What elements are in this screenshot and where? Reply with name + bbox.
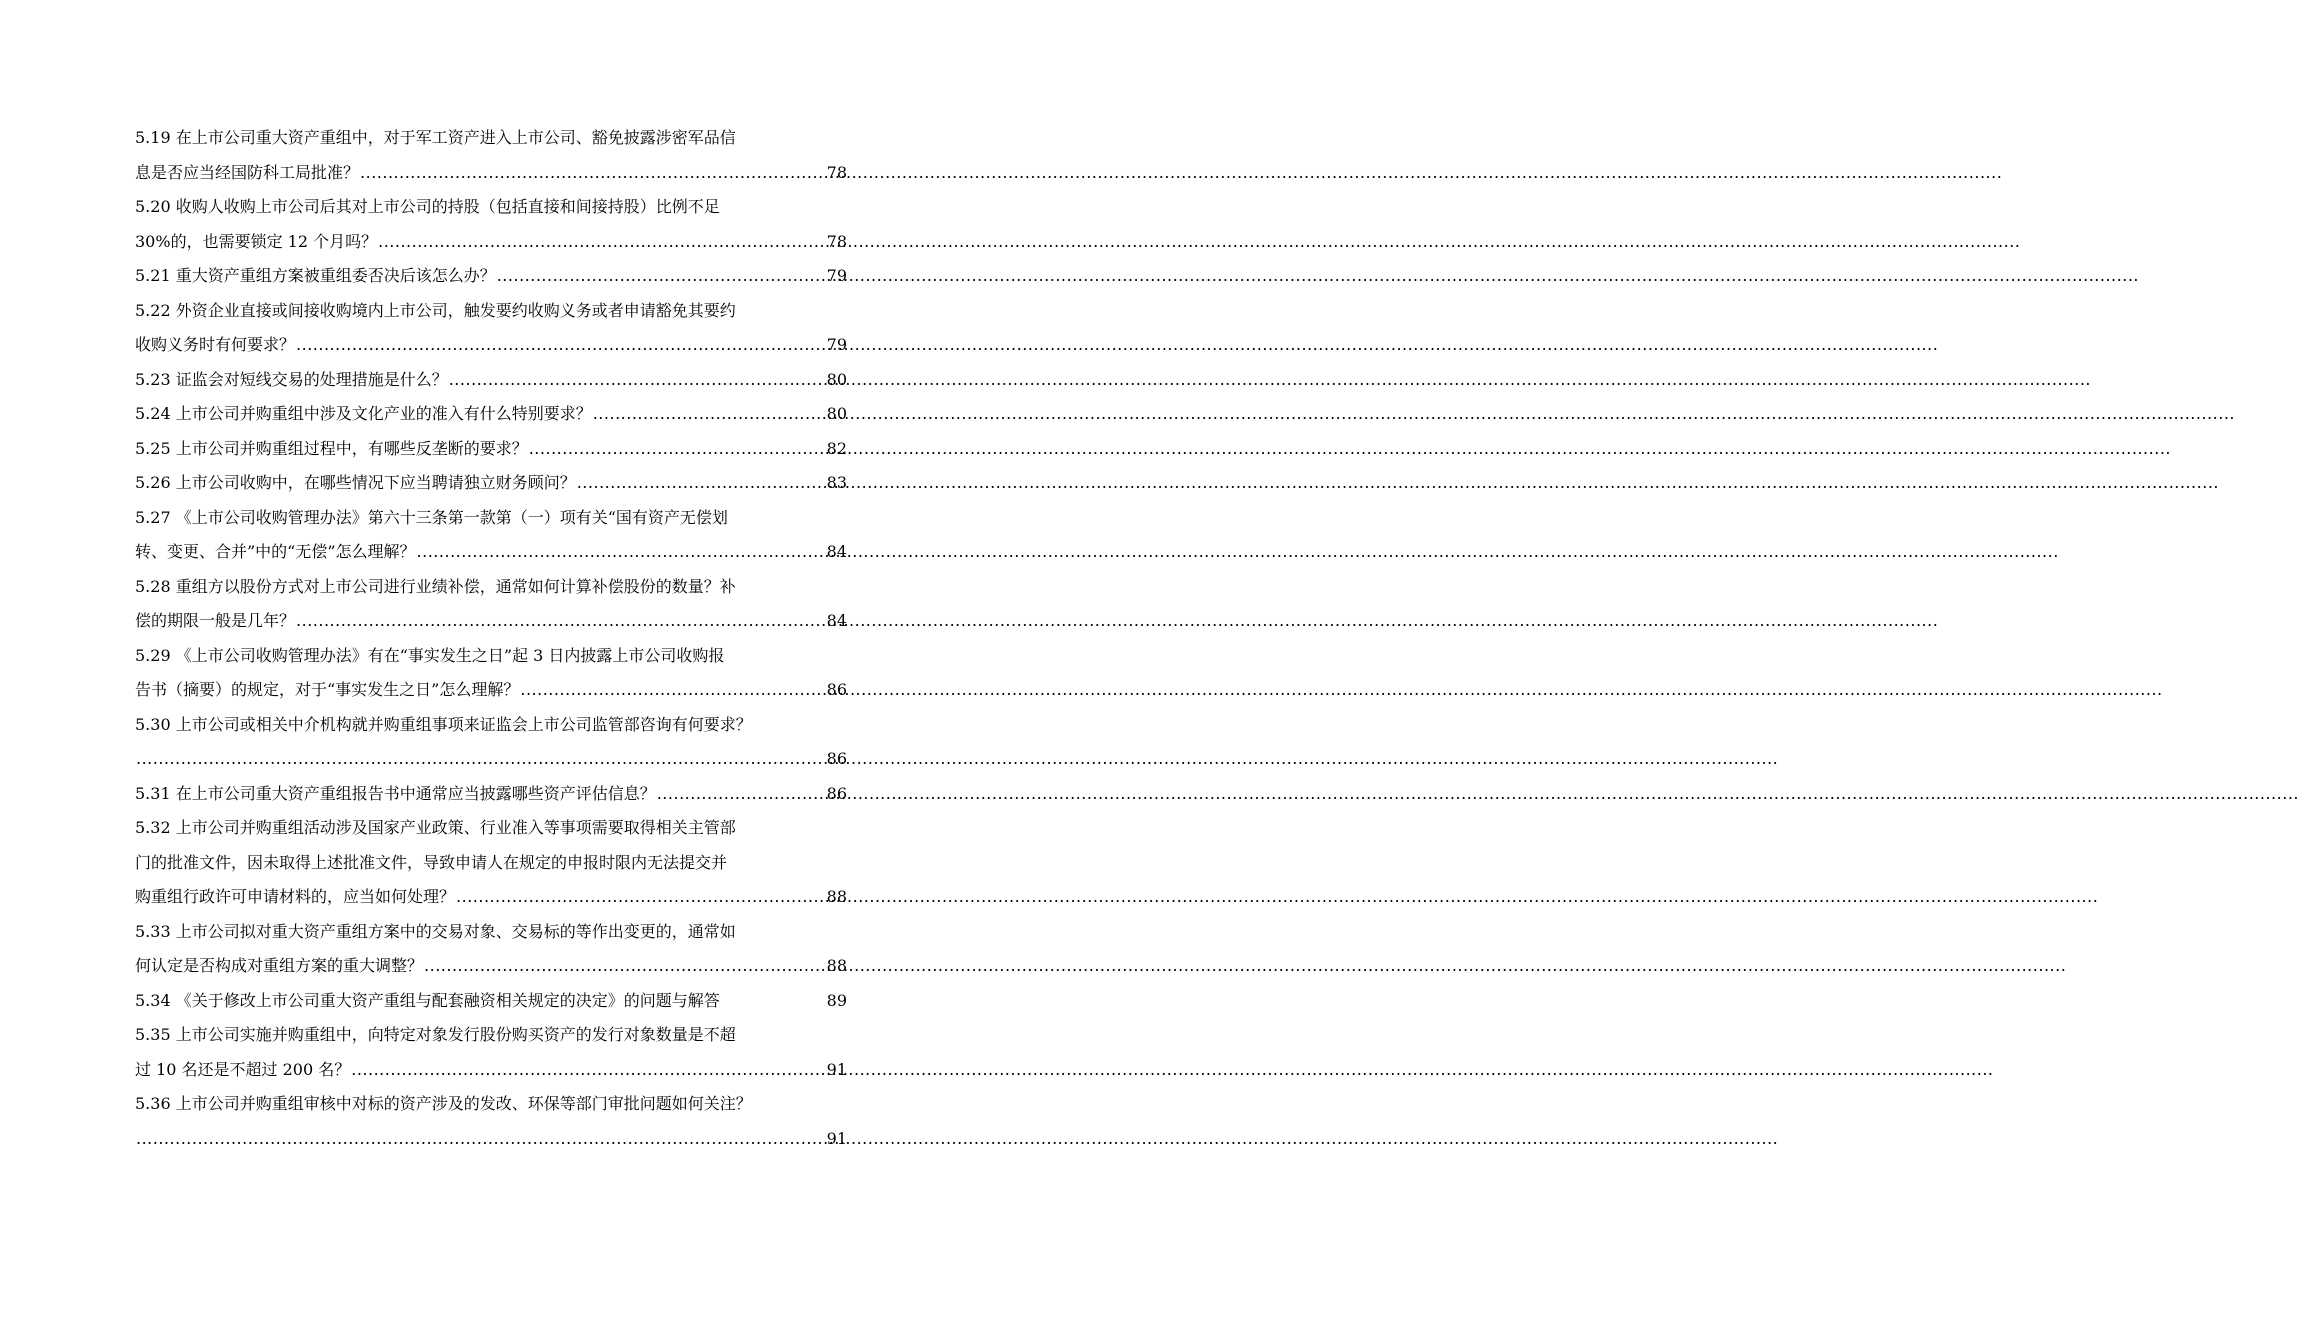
toc-page-number: 91 <box>826 1128 847 1148</box>
toc-page-number: 78 <box>826 231 847 251</box>
toc-entry-last-line <box>135 259 847 294</box>
toc-entry-title: 5.21 重大资产重组方案被重组委否决后该怎么办？ <box>135 266 496 285</box>
toc-entry-last-line <box>135 984 847 1019</box>
toc-entry-title: 告书（摘要）的规定，对于“事实发生之日”怎么理解？ <box>135 680 520 699</box>
toc-entry-last-line <box>135 432 847 467</box>
toc-page-number: 84 <box>826 542 847 561</box>
toc-entry[interactable] <box>135 811 847 915</box>
toc-dot-leader <box>449 363 826 398</box>
toc-entry-title: 息是否应当经国防科工局批准？ <box>135 162 360 182</box>
toc-entry-last-line <box>135 397 847 432</box>
toc-entry-title: 过 10 名还是不超过 200 名？ <box>135 1059 351 1079</box>
toc-page-number: 79 <box>826 266 847 285</box>
toc-entry[interactable] <box>135 363 847 398</box>
toc-entry-last-line <box>135 673 847 708</box>
toc-entry-text-line: 5.29 《上市公司收购管理办法》有在“事实发生之日”起 3 日内披露上市公司收购报 <box>135 645 725 665</box>
toc-entry-last-line <box>135 225 847 260</box>
toc-entry-title: 何认定是否构成对重组方案的重大调整？ <box>135 956 424 975</box>
toc-dot-leader <box>577 466 826 501</box>
toc-entry-last-line <box>135 328 847 363</box>
toc-page-number: 79 <box>826 335 847 354</box>
toc-dot-leader <box>136 1122 826 1157</box>
toc-entry-title: 收购义务时有何要求？ <box>135 335 296 354</box>
toc-dot-leader <box>417 535 826 570</box>
toc-entry-title: 30%的，也需要锁定 12 个月吗？ <box>135 231 378 251</box>
toc-entry[interactable] <box>135 1018 847 1087</box>
toc-entry[interactable] <box>135 397 847 432</box>
document-page <box>0 0 950 1344</box>
toc-entry-title: 5.26 上市公司收购中，在哪些情况下应当聘请独立财务顾问？ <box>135 473 576 492</box>
toc-entry-last-line <box>135 466 847 501</box>
toc-entry-text-line: 5.20 收购人收购上市公司后其对上市公司的持股（包括直接和间接持股）比例不足 <box>135 197 720 216</box>
toc-entry-title: 偿的期限一般是几年？ <box>135 611 296 630</box>
toc-page-number: 78 <box>826 162 847 182</box>
toc-entry-text-line: 5.19 在上市公司重大资产重组中，对于军工资产进入上市公司、豁免披露涉密军品信 <box>135 128 736 147</box>
toc-dot-leader <box>360 156 826 191</box>
toc-page-number: 80 <box>826 369 847 389</box>
toc-entry[interactable] <box>135 501 847 570</box>
toc-entry-text-line: 5.30 上市公司或相关中介机构就并购重组事项来证监会上市公司监管部咨询有何要求？ <box>135 714 752 734</box>
toc-entry-last-line <box>135 535 847 570</box>
toc-entry-last-line <box>135 1122 847 1157</box>
toc-entry-title: 5.25 上市公司并购重组过程中，有哪些反垄断的要求？ <box>135 438 528 458</box>
toc-entry-title: 购重组行政许可申请材料的，应当如何处理？ <box>135 887 456 906</box>
toc-entry-last-line <box>135 742 847 777</box>
toc-entry[interactable] <box>135 708 847 777</box>
toc-dot-leader <box>593 397 826 432</box>
toc-entry-title: 5.24 上市公司并购重组中涉及文化产业的准入有什么特别要求？ <box>135 404 592 423</box>
toc-dot-leader <box>497 259 826 294</box>
toc-entry[interactable] <box>135 1087 847 1156</box>
toc-entry-text-line: 5.32 上市公司并购重组活动涉及国家产业政策、行业准入等事项需要取得相关主管部 <box>135 818 736 837</box>
toc-entry[interactable] <box>135 294 847 363</box>
toc-page-number: 88 <box>826 887 847 906</box>
toc-page-number: 84 <box>826 611 847 630</box>
toc-entry[interactable] <box>135 190 847 259</box>
toc-dot-leader <box>520 673 825 708</box>
toc-entry-text-line: 5.27 《上市公司收购管理办法》第六十三条第一款第（一）项有关“国有资产无偿划 <box>135 507 728 527</box>
toc-dot-leader <box>136 742 826 777</box>
toc-entry[interactable] <box>135 777 847 812</box>
toc-page-number: 91 <box>826 1059 847 1079</box>
toc-entry[interactable] <box>135 259 847 294</box>
toc-page-number: 88 <box>826 956 847 975</box>
toc-entry-text-line: 5.36 上市公司并购重组审核中对标的资产涉及的发改、环保等部门审批问题如何关注？ <box>135 1094 752 1113</box>
toc-entry[interactable] <box>135 466 847 501</box>
toc-entry[interactable] <box>135 639 847 708</box>
toc-page-number: 86 <box>826 783 847 803</box>
toc-entry-text-line: 5.22 外资企业直接或间接收购境内上市公司，触发要约收购义务或者申请豁免其要约 <box>135 300 736 320</box>
toc-page-number: 86 <box>826 680 847 699</box>
toc-entry-title: 5.31 在上市公司重大资产重组报告书中通常应当披露哪些资产评估信息？ <box>135 783 656 803</box>
toc-entry-last-line <box>135 363 847 398</box>
toc-page-number: 82 <box>826 438 847 458</box>
toc-dot-leader <box>456 880 826 915</box>
toc-entry-title: 转、变更、合并”中的“无偿”怎么理解？ <box>135 542 416 561</box>
toc-dot-leader <box>529 432 826 467</box>
toc-page-number: 86 <box>826 749 847 768</box>
toc-entry[interactable] <box>135 915 847 984</box>
toc-entry[interactable] <box>135 984 847 1019</box>
toc-entry-text-line: 5.28 重组方以股份方式对上市公司进行业绩补偿，通常如何计算补偿股份的数量？补 <box>135 576 736 596</box>
toc-dot-leader <box>424 949 826 984</box>
toc-entry-title: 5.23 证监会对短线交易的处理措施是什么？ <box>135 369 448 389</box>
toc-page-number: 83 <box>826 473 847 492</box>
toc-entry-last-line <box>135 1053 847 1088</box>
toc-entry[interactable] <box>135 432 847 467</box>
toc-entry[interactable] <box>135 121 847 190</box>
toc-dot-leader <box>657 777 826 812</box>
toc-entry-last-line <box>135 604 847 639</box>
toc-entry-last-line <box>135 880 847 915</box>
toc-entry[interactable] <box>135 570 847 639</box>
toc-entry-last-line <box>135 156 847 191</box>
toc-entry-text-line: 5.33 上市公司拟对重大资产重组方案中的交易对象、交易标的等作出变更的，通常如 <box>135 921 736 941</box>
toc-entry-last-line <box>135 949 847 984</box>
toc-entry-text-line: 门的批准文件，因未取得上述批准文件，导致申请人在规定的申报时限内无法提交并 <box>135 852 728 872</box>
toc-entry-text-line: 5.35 上市公司实施并购重组中，向特定对象发行股份购买资产的发行对象数量是不超 <box>135 1025 736 1044</box>
toc-dot-leader <box>296 604 826 639</box>
toc-page-number: 89 <box>826 990 847 1010</box>
toc-dot-leader <box>296 328 826 363</box>
toc-entry-last-line <box>135 777 847 812</box>
toc-dot-leader <box>351 1053 825 1088</box>
toc-dot-leader <box>378 225 826 260</box>
table-of-contents <box>135 121 847 1156</box>
toc-entry-title: 5.34 《关于修改上市公司重大资产重组与配套融资相关规定的决定》的问题与解答 <box>135 990 720 1010</box>
toc-page-number: 80 <box>826 404 847 423</box>
